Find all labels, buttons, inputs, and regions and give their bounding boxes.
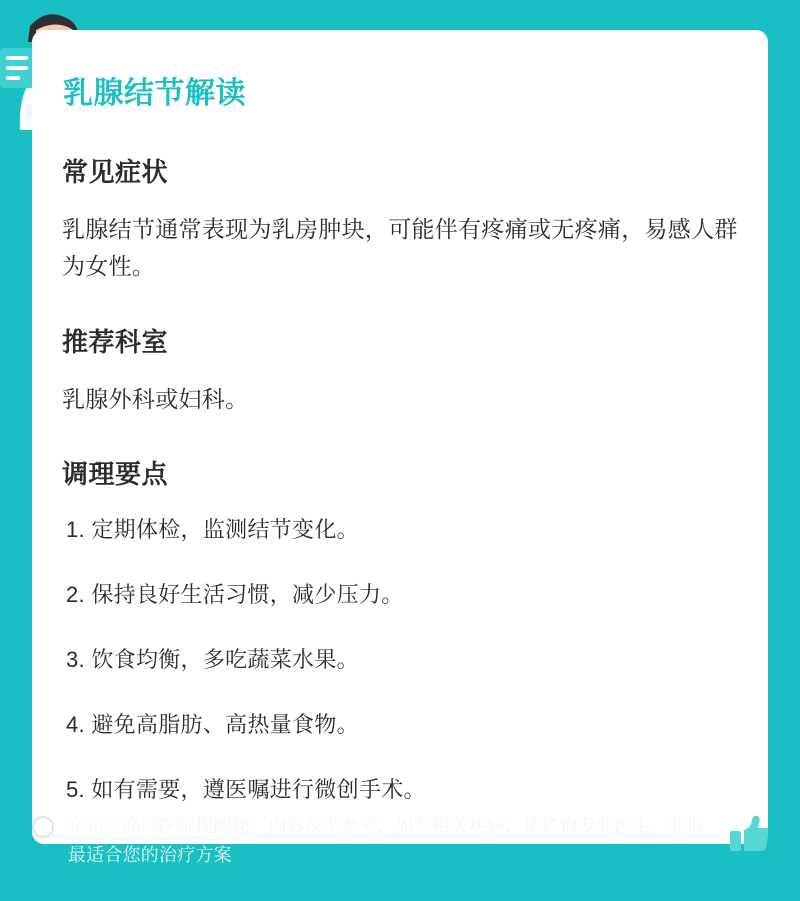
section-heading-department: 推荐科室 <box>62 326 169 357</box>
list-item: 3. 饮食均衡，多吃蔬菜水果。 <box>66 646 359 672</box>
article-card <box>32 30 768 844</box>
list-item: 2. 保持良好生活习惯，减少压力。 <box>66 581 404 607</box>
footer-disclaimer <box>32 812 768 871</box>
thumbs-up-icon[interactable] <box>728 814 768 854</box>
list-item: 5. 如有需要，遵医嘱进行微创手术。 <box>66 776 426 802</box>
care-points-list <box>62 513 738 804</box>
disclaimer-text: 京东互联网医院提醒您：内容仅供参考，如有相关疾病，请咨询专业医生，获取最适合您的治疗方案 <box>68 815 705 866</box>
page-title: 乳腺结节解读 <box>63 77 246 110</box>
section-text-symptoms: 乳腺结节通常表现为乳房肿块，可能伴有疼痛或无疼痛，易感人群为女性。 <box>62 216 738 280</box>
list-item: 1. 定期体检，监测结节变化。 <box>66 516 359 542</box>
list-item: 4. 避免高脂肪、高热量食物。 <box>66 711 359 737</box>
section-text-department: 乳腺外科或妇科。 <box>62 385 249 412</box>
info-icon: ! <box>32 816 54 838</box>
section-heading-symptoms: 常见症状 <box>62 157 169 187</box>
section-heading-care-points: 调理要点 <box>62 458 169 489</box>
